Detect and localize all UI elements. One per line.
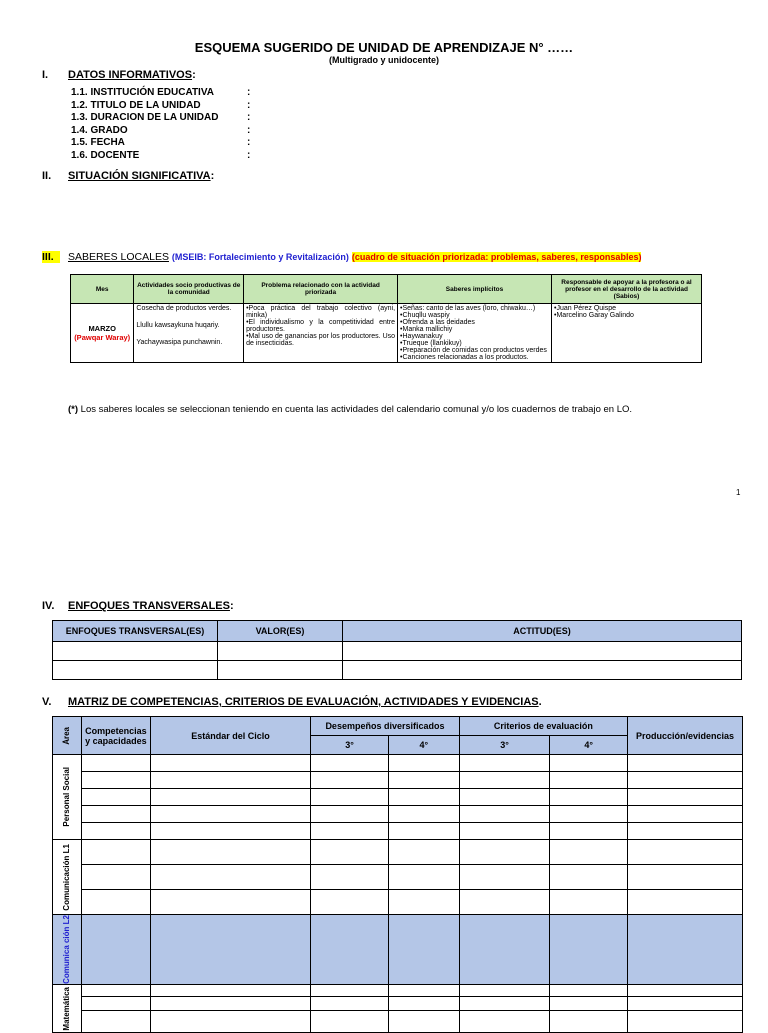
table-cell[interactable] <box>150 984 310 996</box>
info-item-label: 1.5. FECHA <box>71 137 125 149</box>
table-cell[interactable] <box>343 642 742 661</box>
info-item-colon: : <box>247 149 251 161</box>
table-row <box>53 755 743 772</box>
table-cell[interactable] <box>150 1010 310 1032</box>
table-cell[interactable] <box>628 823 743 840</box>
col-header-desempeno-3: 3° <box>311 736 389 755</box>
saberes-locales-table <box>70 274 702 363</box>
table-cell[interactable] <box>388 915 459 985</box>
table-cell[interactable] <box>343 661 742 680</box>
table-cell[interactable] <box>459 1010 550 1032</box>
info-item <box>71 112 271 125</box>
table-row <box>53 661 742 680</box>
table-cell[interactable] <box>388 984 459 996</box>
table-cell[interactable] <box>628 890 743 915</box>
list-item: • Preparación de comidas con productos verdes <box>400 347 549 354</box>
table-row <box>53 806 743 823</box>
section-colon: : <box>229 600 234 612</box>
table-cell[interactable] <box>150 890 310 915</box>
table-cell[interactable] <box>311 1010 389 1032</box>
list-item: • Poca práctica del trabajo colectivo (ayni, minka) <box>246 305 395 319</box>
table-cell[interactable] <box>388 1010 459 1032</box>
info-item <box>71 87 271 100</box>
table-cell[interactable] <box>628 865 743 890</box>
table-row <box>53 840 743 865</box>
cell-responsables <box>552 304 702 363</box>
cell-saberes <box>398 304 552 363</box>
list-item: • Chuqllu waspiy <box>400 312 549 319</box>
table-row <box>53 772 743 789</box>
table-row <box>53 996 743 1010</box>
table-row <box>71 304 702 363</box>
col-header-produccion: Producción/evidencias <box>628 717 743 755</box>
list-item: • Canciones relacionadas a los productos. <box>400 354 549 361</box>
table-cell[interactable] <box>550 806 628 823</box>
table-cell[interactable] <box>53 661 218 680</box>
table-cell[interactable] <box>150 840 310 865</box>
table-cell[interactable] <box>53 642 218 661</box>
table-cell[interactable] <box>388 865 459 890</box>
section-period: . <box>538 696 542 708</box>
table-cell[interactable] <box>311 755 389 772</box>
info-item-label: 1.2. TITULO DE LA UNIDAD <box>71 99 201 111</box>
table-header-row <box>71 275 702 304</box>
list-item: Yachaywasipa punchawnin. <box>136 339 223 346</box>
table-cell[interactable] <box>550 789 628 806</box>
table-cell[interactable] <box>550 915 628 985</box>
area-personal-social <box>53 755 82 840</box>
section-colon: : <box>192 69 196 81</box>
footnote-mark: (*) <box>68 404 79 415</box>
table-cell[interactable] <box>311 890 389 915</box>
table-cell[interactable] <box>550 865 628 890</box>
table-cell[interactable] <box>311 806 389 823</box>
section-label: DATOS INFORMATIVOS <box>68 69 193 81</box>
list-item: • Mal uso de ganancias por los productores. Uso de insecticidas. <box>246 333 395 347</box>
info-item-label: 1.1. INSTITUCIÓN EDUCATIVA <box>71 87 214 98</box>
col-header-criterio-3: 3° <box>459 736 550 755</box>
table-cell[interactable] <box>150 996 310 1010</box>
mes-quechua: (Pawqar Waray) <box>74 333 131 342</box>
table-cell[interactable] <box>388 755 459 772</box>
table-cell[interactable] <box>81 772 150 789</box>
table-cell[interactable] <box>81 915 150 985</box>
section-label: MATRIZ DE COMPETENCIAS, CRITERIOS DE EVALUACIÓN, ACTIVIDADES Y EVIDENCIAS <box>68 696 539 708</box>
area-label: Personal Social <box>62 767 72 827</box>
table-cell[interactable] <box>628 984 743 996</box>
table-cell[interactable] <box>550 755 628 772</box>
matriz-table <box>52 716 743 1033</box>
document-subtitle: (Multigrado y unidocente) <box>329 55 439 65</box>
table-cell[interactable] <box>459 823 550 840</box>
table-cell[interactable] <box>388 806 459 823</box>
table-cell[interactable] <box>81 806 150 823</box>
table-cell[interactable] <box>459 772 550 789</box>
table-cell[interactable] <box>388 890 459 915</box>
enfoques-table <box>52 620 742 680</box>
section-enfoques-transversales <box>42 600 234 612</box>
table-cell[interactable] <box>628 996 743 1010</box>
list-item: Llullu kawsaykuna huqariy. <box>136 322 220 329</box>
col-header-valor: VALOR(ES) <box>218 621 343 642</box>
col-header-actividades: Actividades socio productivas de la comunidad <box>134 275 244 304</box>
table-cell[interactable] <box>550 772 628 789</box>
col-header-estandar: Estándar del Ciclo <box>150 717 310 755</box>
section-matriz-competencias <box>42 696 542 708</box>
table-cell[interactable] <box>550 890 628 915</box>
table-cell[interactable] <box>628 806 743 823</box>
table-cell[interactable] <box>628 915 743 985</box>
section-number: II. <box>42 170 52 182</box>
section-situacion-significativa <box>42 170 214 182</box>
section-number: V. <box>42 696 52 708</box>
table-cell[interactable] <box>311 840 389 865</box>
table-row <box>53 915 743 985</box>
document-title: ESQUEMA SUGERIDO DE UNIDAD DE APRENDIZAJE N° …… <box>194 40 574 55</box>
footnote-text: Los saberes locales se seleccionan teniendo en cuenta las actividades del calendario comunal y/o los cuadernos de trabajo en LO. <box>78 404 633 415</box>
list-item: • El individualismo y la competitividad entre productores. <box>246 319 395 333</box>
table-cell[interactable] <box>311 823 389 840</box>
section-colon: : <box>210 170 215 182</box>
table-cell[interactable] <box>459 984 550 996</box>
cell-problemas <box>244 304 398 363</box>
saberes-footnote <box>68 404 632 415</box>
col-header-desempenos: Desempeños diversificados <box>311 717 460 736</box>
info-item-colon: : <box>247 87 251 98</box>
table-cell[interactable] <box>81 865 150 890</box>
section-number: I. <box>42 69 49 81</box>
table-header-row <box>53 717 743 736</box>
table-cell[interactable] <box>628 789 743 806</box>
table-cell[interactable] <box>218 642 343 661</box>
section-note-red: (cuadro de situación priorizada: problemas, saberes, responsables) <box>351 252 642 262</box>
table-cell[interactable] <box>459 865 550 890</box>
info-item <box>71 150 271 163</box>
table-cell[interactable] <box>459 915 550 985</box>
table-cell[interactable] <box>628 755 743 772</box>
info-item <box>71 137 271 150</box>
table-header-row <box>53 621 742 642</box>
col-header-criterio-4: 4° <box>550 736 628 755</box>
table-cell[interactable] <box>311 865 389 890</box>
col-header-enfoques: ENFOQUES TRANSVERSAL(ES) <box>53 621 218 642</box>
table-cell[interactable] <box>550 984 628 996</box>
section-label: SITUACIÓN SIGNIFICATIVA <box>68 170 211 182</box>
table-cell[interactable] <box>150 823 310 840</box>
datos-informativos-list <box>71 87 271 163</box>
table-cell[interactable] <box>311 915 389 985</box>
list-item: • Haywanakuy <box>400 333 549 340</box>
info-item-colon: : <box>247 124 251 136</box>
table-cell[interactable] <box>150 865 310 890</box>
table-cell[interactable] <box>388 823 459 840</box>
table-cell[interactable] <box>81 840 150 865</box>
table-cell[interactable] <box>550 840 628 865</box>
table-cell[interactable] <box>218 661 343 680</box>
area-label: Comunicación L1 <box>62 843 72 911</box>
info-item-label: 1.4. GRADO <box>71 124 128 136</box>
table-cell[interactable] <box>459 840 550 865</box>
col-header-saberes: Saberes implícitos <box>398 275 552 304</box>
table-cell[interactable] <box>81 755 150 772</box>
table-cell[interactable] <box>388 789 459 806</box>
table-cell[interactable] <box>459 755 550 772</box>
area-header-label: Área <box>62 726 72 745</box>
table-cell[interactable] <box>150 915 310 985</box>
table-cell[interactable] <box>459 996 550 1010</box>
mes-name: MARZO <box>88 324 116 333</box>
info-item-colon: : <box>247 137 251 149</box>
table-cell[interactable] <box>150 772 310 789</box>
col-header-problema: Problema relacionado con la actividad priorizada <box>244 275 398 304</box>
info-item-colon: : <box>247 112 251 124</box>
page-number: 1 <box>736 488 741 497</box>
col-header-competencias: Competencias y capacidades <box>81 717 150 755</box>
table-cell[interactable] <box>459 890 550 915</box>
section-number: III. <box>42 251 60 263</box>
list-item: • Trueque (llankikuy) <box>400 340 549 347</box>
list-item: • Señas: canto de las aves (loro, chiwaku…) <box>400 305 549 312</box>
cell-mes <box>71 304 134 363</box>
table-row <box>53 890 743 915</box>
list-item: • Marcelino Garay Galindo <box>554 312 699 319</box>
table-cell[interactable] <box>150 806 310 823</box>
list-item: • Manka mallichiy <box>400 326 549 333</box>
col-header-desempeno-4: 4° <box>388 736 459 755</box>
info-item <box>71 125 271 138</box>
col-header-area <box>53 717 82 755</box>
table-row <box>53 865 743 890</box>
table-cell[interactable] <box>311 772 389 789</box>
list-item: • Ofrenda a las deidades <box>400 319 549 326</box>
col-header-mes: Mes <box>71 275 134 304</box>
table-row <box>53 1010 743 1032</box>
section-label: ENFOQUES TRANSVERSALES <box>68 600 230 612</box>
table-cell[interactable] <box>81 890 150 915</box>
section-saberes-locales <box>42 251 641 263</box>
table-cell[interactable] <box>388 996 459 1010</box>
section-number: IV. <box>42 600 55 612</box>
area-comunicacion-l1 <box>53 840 82 915</box>
table-cell[interactable] <box>150 789 310 806</box>
table-cell[interactable] <box>81 823 150 840</box>
section-note-blue: (MSEIB: Fortalecimiento y Revitalización) <box>171 252 349 262</box>
table-cell[interactable] <box>81 1010 150 1032</box>
table-row <box>53 642 742 661</box>
col-header-actitud: ACTITUD(ES) <box>343 621 742 642</box>
area-label: Matemática <box>62 986 72 1031</box>
table-cell[interactable] <box>628 772 743 789</box>
area-label: Comunica ción L2 <box>62 915 72 984</box>
table-cell[interactable] <box>628 840 743 865</box>
table-cell[interactable] <box>628 1010 743 1032</box>
info-item-colon: : <box>247 99 251 111</box>
table-cell[interactable] <box>550 823 628 840</box>
col-header-responsable: Responsable de apoyar a la profesora o al profesor en el desarrollo de la actividad (Sabios) <box>552 275 702 304</box>
table-row <box>53 823 743 840</box>
table-cell[interactable] <box>311 789 389 806</box>
table-row <box>53 984 743 996</box>
table-cell[interactable] <box>459 789 550 806</box>
table-cell[interactable] <box>81 789 150 806</box>
info-item-label: 1.6. DOCENTE <box>71 149 140 161</box>
info-item <box>71 100 271 113</box>
section-label: SABERES LOCALES <box>68 251 169 263</box>
area-matematica <box>53 984 82 1032</box>
table-cell[interactable] <box>388 772 459 789</box>
table-cell[interactable] <box>311 996 389 1010</box>
table-row <box>53 789 743 806</box>
table-cell[interactable] <box>81 996 150 1010</box>
section-datos-informativos <box>42 69 196 81</box>
table-cell[interactable] <box>311 984 389 996</box>
table-cell[interactable] <box>550 1010 628 1032</box>
list-item: Cosecha de productos verdes. <box>136 305 232 312</box>
table-cell[interactable] <box>150 755 310 772</box>
area-comunicacion-l2 <box>53 915 82 985</box>
table-cell[interactable] <box>459 806 550 823</box>
list-item: • Juan Pérez Quispe <box>554 305 699 312</box>
col-header-criterios: Criterios de evaluación <box>459 717 627 736</box>
table-cell[interactable] <box>81 984 150 996</box>
table-cell[interactable] <box>388 840 459 865</box>
info-item-label: 1.3. DURACION DE LA UNIDAD <box>71 112 219 124</box>
table-cell[interactable] <box>550 996 628 1010</box>
cell-actividades <box>134 304 244 363</box>
